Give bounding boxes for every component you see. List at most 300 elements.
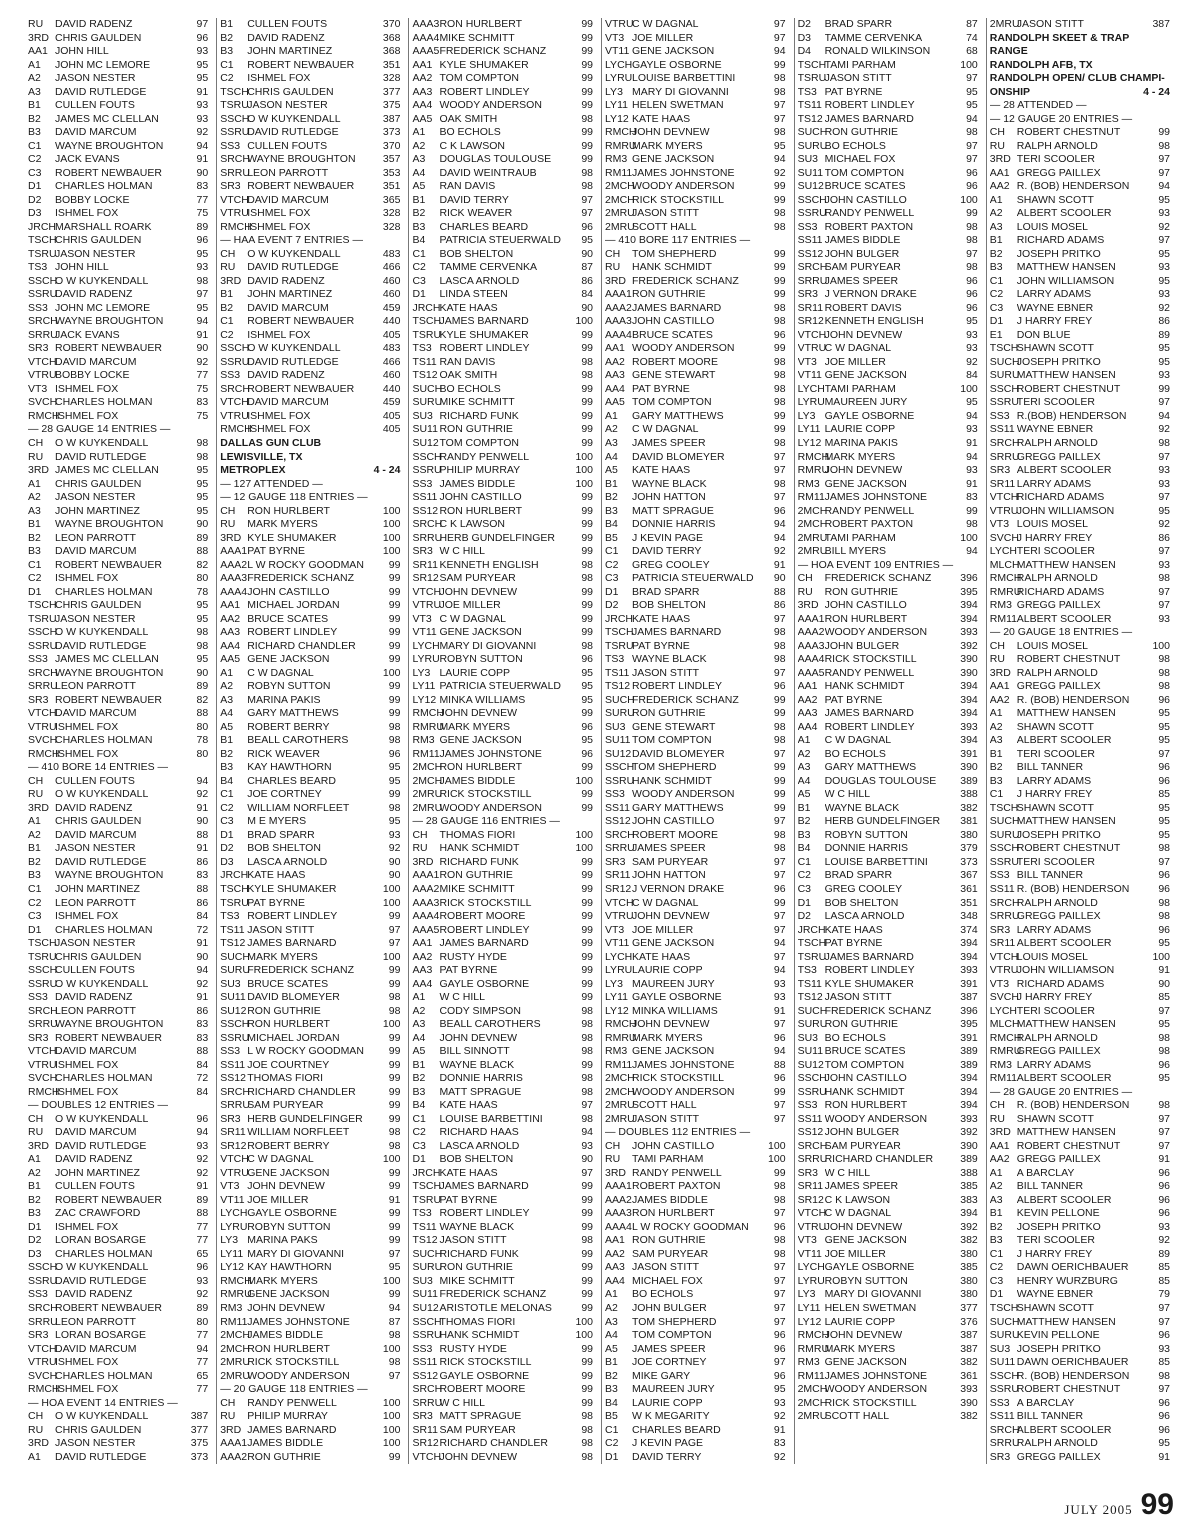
class-code: SRRU <box>28 1018 58 1031</box>
score: 99 <box>581 1180 593 1193</box>
score: 94 <box>196 315 209 328</box>
result-row <box>28 275 216 289</box>
class-code: D1 <box>28 585 42 598</box>
class-code: AA4 <box>412 977 433 990</box>
score: 97 <box>773 1112 786 1125</box>
class-code: 3RD <box>28 801 50 814</box>
event-date: 4 - 24 <box>1143 85 1170 98</box>
score: 98 <box>196 639 209 652</box>
shooter-name: TOM COMPTON <box>439 72 519 85</box>
class-code: B1 <box>797 801 811 814</box>
shooter-name: O W KUYKENDALL <box>55 1410 149 1423</box>
result-row <box>798 478 986 492</box>
score: 99 <box>388 612 401 625</box>
shooter-name: RON GUTHRIE <box>439 869 513 882</box>
class-code: SRRU <box>605 842 635 855</box>
class-code: D1 <box>989 1288 1004 1301</box>
class-code: 2MCH <box>797 518 828 531</box>
class-code: VT3 <box>989 518 1010 531</box>
shooter-name: PATRICIA STEUERWALD <box>439 680 561 693</box>
shooter-name: HELEN SWETMAN <box>632 99 724 112</box>
score: 380 <box>960 1288 978 1301</box>
class-code: SU12 <box>220 1004 247 1017</box>
shooter-name: GREG COOLEY <box>824 883 903 895</box>
score: 100 <box>575 477 593 490</box>
class-code: SSRU <box>28 639 58 652</box>
result-row <box>220 1140 408 1154</box>
result-row <box>605 1072 794 1086</box>
class-code: SR3 <box>28 342 49 355</box>
class-code: A2 <box>220 680 234 693</box>
result-row <box>605 559 794 573</box>
shooter-name: GAYLE OSBORNE <box>824 1261 915 1274</box>
score: 368 <box>382 45 401 58</box>
shooter-name: RICK WEAVER <box>439 207 513 220</box>
result-row <box>28 1329 216 1343</box>
class-code: AAA4 <box>797 653 825 666</box>
class-code: VT11 <box>605 45 630 58</box>
class-code: C1 <box>989 274 1004 287</box>
shooter-name: TAMME CERVENKA <box>824 31 923 44</box>
class-code: LY3 <box>797 1288 816 1301</box>
result-row <box>605 369 794 383</box>
class-code: AA1 <box>989 166 1010 179</box>
score: 98 <box>388 1329 401 1342</box>
score: 389 <box>960 1153 978 1166</box>
class-code: SS3 <box>28 991 48 1004</box>
score: 92 <box>773 166 786 179</box>
class-code: TSCH <box>220 85 249 98</box>
shooter-name: JOE CORTNEY <box>632 1356 707 1369</box>
score: 99 <box>581 153 593 166</box>
result-row <box>28 451 216 465</box>
score: 100 <box>382 531 401 544</box>
class-code: 3RD <box>412 855 434 868</box>
shooter-name: GREGG PAILLEX <box>1016 599 1101 612</box>
shooter-name: JAMES JOHNSTONE <box>632 166 735 179</box>
score: 97 <box>773 910 786 923</box>
score: 98 <box>773 315 786 328</box>
result-row <box>28 694 216 708</box>
score: 459 <box>382 301 401 314</box>
shooter-name: SCOTT HALL <box>632 220 697 233</box>
class-code: RM3 <box>605 1045 628 1058</box>
shooter-name: ARISTOTLE MELONAS <box>439 1301 552 1314</box>
score: 99 <box>388 639 401 652</box>
class-code: B1 <box>605 477 618 490</box>
score: 96 <box>581 720 593 733</box>
result-row <box>220 802 408 816</box>
class-code: TS3 <box>412 1207 432 1220</box>
result-row <box>28 626 216 640</box>
shooter-name: R. (BOB) HENDERSON <box>1016 1369 1130 1382</box>
score: 68 <box>966 45 978 58</box>
class-code: RMCH <box>605 126 637 139</box>
score: 91 <box>1158 1153 1170 1166</box>
class-code: D2 <box>797 18 811 30</box>
score: 91 <box>196 1180 209 1193</box>
class-code: A3 <box>220 693 234 706</box>
result-row <box>220 788 408 802</box>
score: 387 <box>382 112 401 125</box>
result-row <box>798 897 986 911</box>
class-code: JRCH <box>797 923 826 936</box>
result-row <box>28 1018 216 1032</box>
shooter-name: JOE MILLER <box>824 1247 886 1260</box>
shooter-name: DAVID RUTLEDGE <box>247 355 339 368</box>
score: 80 <box>196 747 209 760</box>
class-code: C1 <box>605 545 619 558</box>
result-row <box>798 1086 986 1100</box>
score: 99 <box>581 1207 593 1220</box>
class-code: SR3 <box>220 180 241 193</box>
result-row <box>798 815 986 829</box>
shooter-name: TOM COMPTON <box>632 734 712 747</box>
result-row <box>220 1410 408 1424</box>
shooter-name: WAYNE EBNER <box>1016 423 1094 436</box>
result-row <box>990 937 1178 951</box>
result-row <box>798 1261 986 1275</box>
result-row <box>412 1356 601 1370</box>
result-row <box>798 775 986 789</box>
class-code: 3RD <box>989 1126 1011 1139</box>
class-code: AAA1 <box>220 545 248 558</box>
score: 328 <box>382 207 401 220</box>
class-code: CH <box>28 1410 44 1423</box>
result-row <box>28 126 216 140</box>
score: 98 <box>773 207 786 220</box>
shooter-name: J KEVIN PAGE <box>632 1437 703 1450</box>
class-code: C3 <box>797 883 811 895</box>
class-code: SS11 <box>220 1058 246 1071</box>
class-code: AA2 <box>989 693 1010 706</box>
score: 99 <box>388 1220 401 1233</box>
score: 98 <box>773 396 786 409</box>
result-row <box>798 221 986 235</box>
shooter-name: ISHMEL FOX <box>55 1220 119 1233</box>
class-code: SRCH <box>797 261 828 274</box>
class-code: 2MCH <box>605 1085 635 1098</box>
shooter-name: DAVID RADENZ <box>247 31 325 44</box>
shooter-name: O W KUYKENDALL <box>55 977 149 990</box>
result-row <box>412 72 601 86</box>
result-row <box>990 1221 1178 1235</box>
shooter-name: JASON NESTER <box>55 247 136 260</box>
score: 98 <box>1158 139 1170 152</box>
result-row <box>798 626 986 640</box>
class-code: SS11 <box>412 491 438 504</box>
class-code: 3RD <box>220 531 242 544</box>
result-row <box>220 599 408 613</box>
result-row <box>220 1248 408 1262</box>
result-row <box>412 532 601 546</box>
class-code: RM11 <box>220 1315 248 1328</box>
score: 373 <box>190 1450 209 1463</box>
score: 90 <box>388 855 401 868</box>
result-row <box>220 883 408 897</box>
shooter-name: KATE HAAS <box>439 301 498 314</box>
shooter-name: CULLEN FOUTS <box>55 774 135 787</box>
class-code: RMRU <box>797 1342 830 1355</box>
result-row <box>605 829 794 843</box>
class-code: VT3 <box>220 1180 240 1193</box>
shooter-name: JASON NESTER <box>55 937 136 950</box>
result-row <box>220 18 408 32</box>
class-code: B2 <box>28 112 41 125</box>
class-code: TSCH <box>989 801 1019 814</box>
class-code: SS3 <box>989 1396 1010 1409</box>
shooter-name: L W ROCKY GOODMAN <box>632 1220 749 1233</box>
class-code: C1 <box>989 1247 1004 1260</box>
result-row <box>798 532 986 546</box>
shooter-name: WOODY ANDERSON <box>824 1112 928 1125</box>
class-code: B3 <box>412 220 426 233</box>
shooter-name: DAVID MARCUM <box>247 396 329 409</box>
result-row <box>605 45 794 59</box>
shooter-name: DAVID RADENZ <box>55 801 133 814</box>
shooter-name: RANDY PENWELL <box>247 1396 337 1409</box>
class-code: D1 <box>412 1153 426 1166</box>
class-code: SSRU <box>220 1031 250 1044</box>
score: 98 <box>1158 666 1170 679</box>
class-code: AAA2 <box>220 558 248 571</box>
class-code: VTCH <box>797 328 827 341</box>
class-code: TSRU <box>28 950 57 963</box>
shooter-name: JOE MILLER <box>824 355 886 368</box>
result-row <box>28 383 216 397</box>
shooter-name: CULLEN FOUTS <box>55 964 135 977</box>
class-code: SR12 <box>412 572 439 585</box>
score: 99 <box>773 707 786 720</box>
score: 94 <box>196 774 209 787</box>
shooter-name: MAUREEN JURY <box>632 1383 715 1396</box>
shooter-name: HANK SCHMIDT <box>824 1085 905 1098</box>
shooter-name: ROBERT MOORE <box>439 1383 526 1396</box>
class-code: TSRU <box>412 328 442 341</box>
result-row <box>605 1275 794 1289</box>
result-row <box>990 221 1178 235</box>
shooter-name: CULLEN FOUTS <box>55 1180 135 1193</box>
shooter-name: RICHARD HAAS <box>439 1126 519 1139</box>
class-code: SSCH <box>220 112 250 125</box>
class-code: SURU <box>989 1329 1020 1342</box>
shooter-name: LOUIS MOSEL <box>1016 518 1088 531</box>
shooter-name: BILL TANNER <box>1016 761 1084 774</box>
shooter-name: W C HILL <box>439 545 485 558</box>
shooter-name: RON GUTHRIE <box>247 1004 321 1017</box>
score: 99 <box>773 1085 786 1098</box>
class-code: A5 <box>412 180 426 193</box>
class-code: SU11 <box>797 1045 824 1058</box>
result-row <box>990 491 1178 505</box>
class-code: TSCH <box>797 937 827 950</box>
score: 98 <box>966 261 978 274</box>
result-row <box>28 1234 216 1248</box>
score: 99 <box>773 288 786 301</box>
class-code: A1 <box>28 477 41 490</box>
class-code: SU3 <box>412 409 433 422</box>
result-row <box>412 464 601 478</box>
score: 99 <box>388 626 401 639</box>
shooter-name: RALPH ARNOLD <box>1016 666 1098 679</box>
shooter-name: RANDY PENWELL <box>824 207 915 220</box>
score: 93 <box>1158 477 1170 490</box>
score: 390 <box>960 653 978 666</box>
result-row <box>798 1153 986 1167</box>
score: 95 <box>773 1383 786 1396</box>
shooter-name: RAN DAVIS <box>439 355 496 368</box>
result-row <box>220 613 408 627</box>
shooter-name: BILL SINNOTT <box>439 1045 510 1058</box>
shooter-name: DAVID BLOMEYER <box>632 747 725 760</box>
result-row <box>798 586 986 600</box>
shooter-name: FREDERICK SCHANZ <box>247 964 354 977</box>
score: 88 <box>196 1207 209 1220</box>
result-row <box>798 1397 986 1411</box>
result-row <box>28 1167 216 1181</box>
class-code: VTCH <box>412 1450 442 1463</box>
score: 389 <box>960 1058 978 1071</box>
class-code: D4 <box>797 45 811 58</box>
shooter-name: BRUCE SCATES <box>247 977 329 990</box>
shooter-name: ALBERT SCOOLER <box>1016 937 1112 950</box>
shooter-name: RALPH ARNOLD <box>1016 896 1098 909</box>
result-row <box>220 734 408 748</box>
class-code: TS12 <box>412 369 438 382</box>
score: 99 <box>773 247 786 260</box>
class-code: RU <box>28 788 44 801</box>
score: 94 <box>966 409 978 422</box>
result-row <box>412 302 601 316</box>
result-row <box>990 1072 1178 1086</box>
result-row <box>28 302 216 316</box>
score: 93 <box>966 423 978 436</box>
score: 77 <box>196 1329 209 1342</box>
score: 98 <box>581 180 593 193</box>
section-header: — 28 ATTENDED — <box>989 99 1087 112</box>
shooter-name: BO ECHOLS <box>824 139 886 152</box>
score: 373 <box>382 126 401 139</box>
shooter-name: MICHAEL JORDAN <box>247 599 340 612</box>
shooter-name: MICHAEL JORDAN <box>247 1031 340 1044</box>
class-code: 2MRU <box>220 1369 250 1382</box>
result-row <box>412 86 601 100</box>
score: 97 <box>773 950 786 963</box>
class-code: D1 <box>28 923 42 936</box>
score: 99 <box>581 1058 593 1071</box>
shooter-name: BILL MYERS <box>824 545 887 558</box>
class-code: VT3 <box>412 612 432 625</box>
shooter-name: LOUIS MOSEL <box>1016 220 1088 233</box>
result-row <box>28 1451 216 1465</box>
shooter-name: MARK MYERS <box>824 450 896 463</box>
result-row <box>798 1018 986 1032</box>
result-row <box>990 153 1178 167</box>
shooter-name: ISHMEL FOX <box>247 423 311 436</box>
section-header: — 12 GAUGE 118 ENTRIES — <box>220 491 368 504</box>
score: 84 <box>966 369 978 382</box>
score: 98 <box>966 518 978 531</box>
class-code: SRRU <box>28 328 58 341</box>
class-code: JRCH <box>605 612 633 625</box>
result-row <box>28 1370 216 1384</box>
result-row <box>412 721 601 735</box>
class-code: A2 <box>412 139 426 152</box>
class-code: TS3 <box>412 342 432 355</box>
results-column-5 <box>798 18 987 1464</box>
score: 96 <box>1158 869 1170 882</box>
class-code: SS11 <box>989 883 1015 895</box>
score: 394 <box>960 950 978 963</box>
score: 97 <box>1158 1112 1170 1125</box>
result-row <box>28 829 216 843</box>
score: 99 <box>581 1356 593 1369</box>
class-code: LYRU <box>220 1220 248 1233</box>
score: 92 <box>196 1153 209 1166</box>
result-row <box>990 383 1178 397</box>
result-row <box>220 126 408 140</box>
result-row <box>220 180 408 194</box>
score: 99 <box>388 1112 401 1125</box>
score: 94 <box>388 1301 401 1314</box>
result-row <box>28 248 216 262</box>
score: 100 <box>575 464 593 477</box>
shooter-name: JAMES BARNARD <box>247 937 337 950</box>
result-row <box>990 613 1178 627</box>
result-row <box>412 572 601 586</box>
event-heading <box>220 464 408 478</box>
score: 97 <box>773 1301 786 1314</box>
result-row <box>990 964 1178 978</box>
shooter-name: MICHAEL FOX <box>632 1274 703 1287</box>
result-row <box>605 342 794 356</box>
score: 96 <box>773 1369 786 1382</box>
class-code: CH <box>797 572 813 585</box>
shooter-name: J HARRY FREY <box>1016 315 1093 328</box>
class-code: C2 <box>220 328 234 341</box>
shooter-name: RON GUTHRIE <box>824 585 899 598</box>
shooter-name: CHRIS GAULDEN <box>55 477 142 490</box>
result-row <box>28 1356 216 1370</box>
shooter-name: JASON STITT <box>632 207 700 220</box>
class-code: RM3 <box>220 1301 243 1314</box>
class-code: RMCH <box>797 1329 830 1342</box>
result-row <box>28 1248 216 1262</box>
result-row <box>990 302 1178 316</box>
shooter-name: DON BLUE <box>1016 328 1071 341</box>
shooter-name: LASCA ARNOLD <box>247 855 328 868</box>
result-row <box>798 1126 986 1140</box>
class-code: SSRU <box>797 1085 827 1098</box>
shooter-name: JAMES BARNARD <box>439 937 529 950</box>
score: 96 <box>773 1342 786 1355</box>
shooter-name: CHARLES BEARD <box>632 1423 721 1436</box>
shooter-name: HENRY WURZBURG <box>1016 1274 1118 1287</box>
class-code: SRRU <box>220 1099 250 1112</box>
shooter-name: DAVID RADENZ <box>55 1153 133 1166</box>
result-row <box>412 194 601 208</box>
score: 99 <box>388 1207 401 1220</box>
score: 75 <box>196 409 209 422</box>
shooter-name: KATE HAAS <box>632 464 691 477</box>
score: 83 <box>966 491 978 504</box>
result-row <box>605 1140 794 1154</box>
class-code: SR3 <box>797 288 818 301</box>
shooter-name: SCOTT HALL <box>632 1099 697 1112</box>
class-code: VTRU <box>989 964 1019 977</box>
result-row <box>990 734 1178 748</box>
section-header: — 12 GAUGE 20 ENTRIES — <box>989 112 1133 125</box>
